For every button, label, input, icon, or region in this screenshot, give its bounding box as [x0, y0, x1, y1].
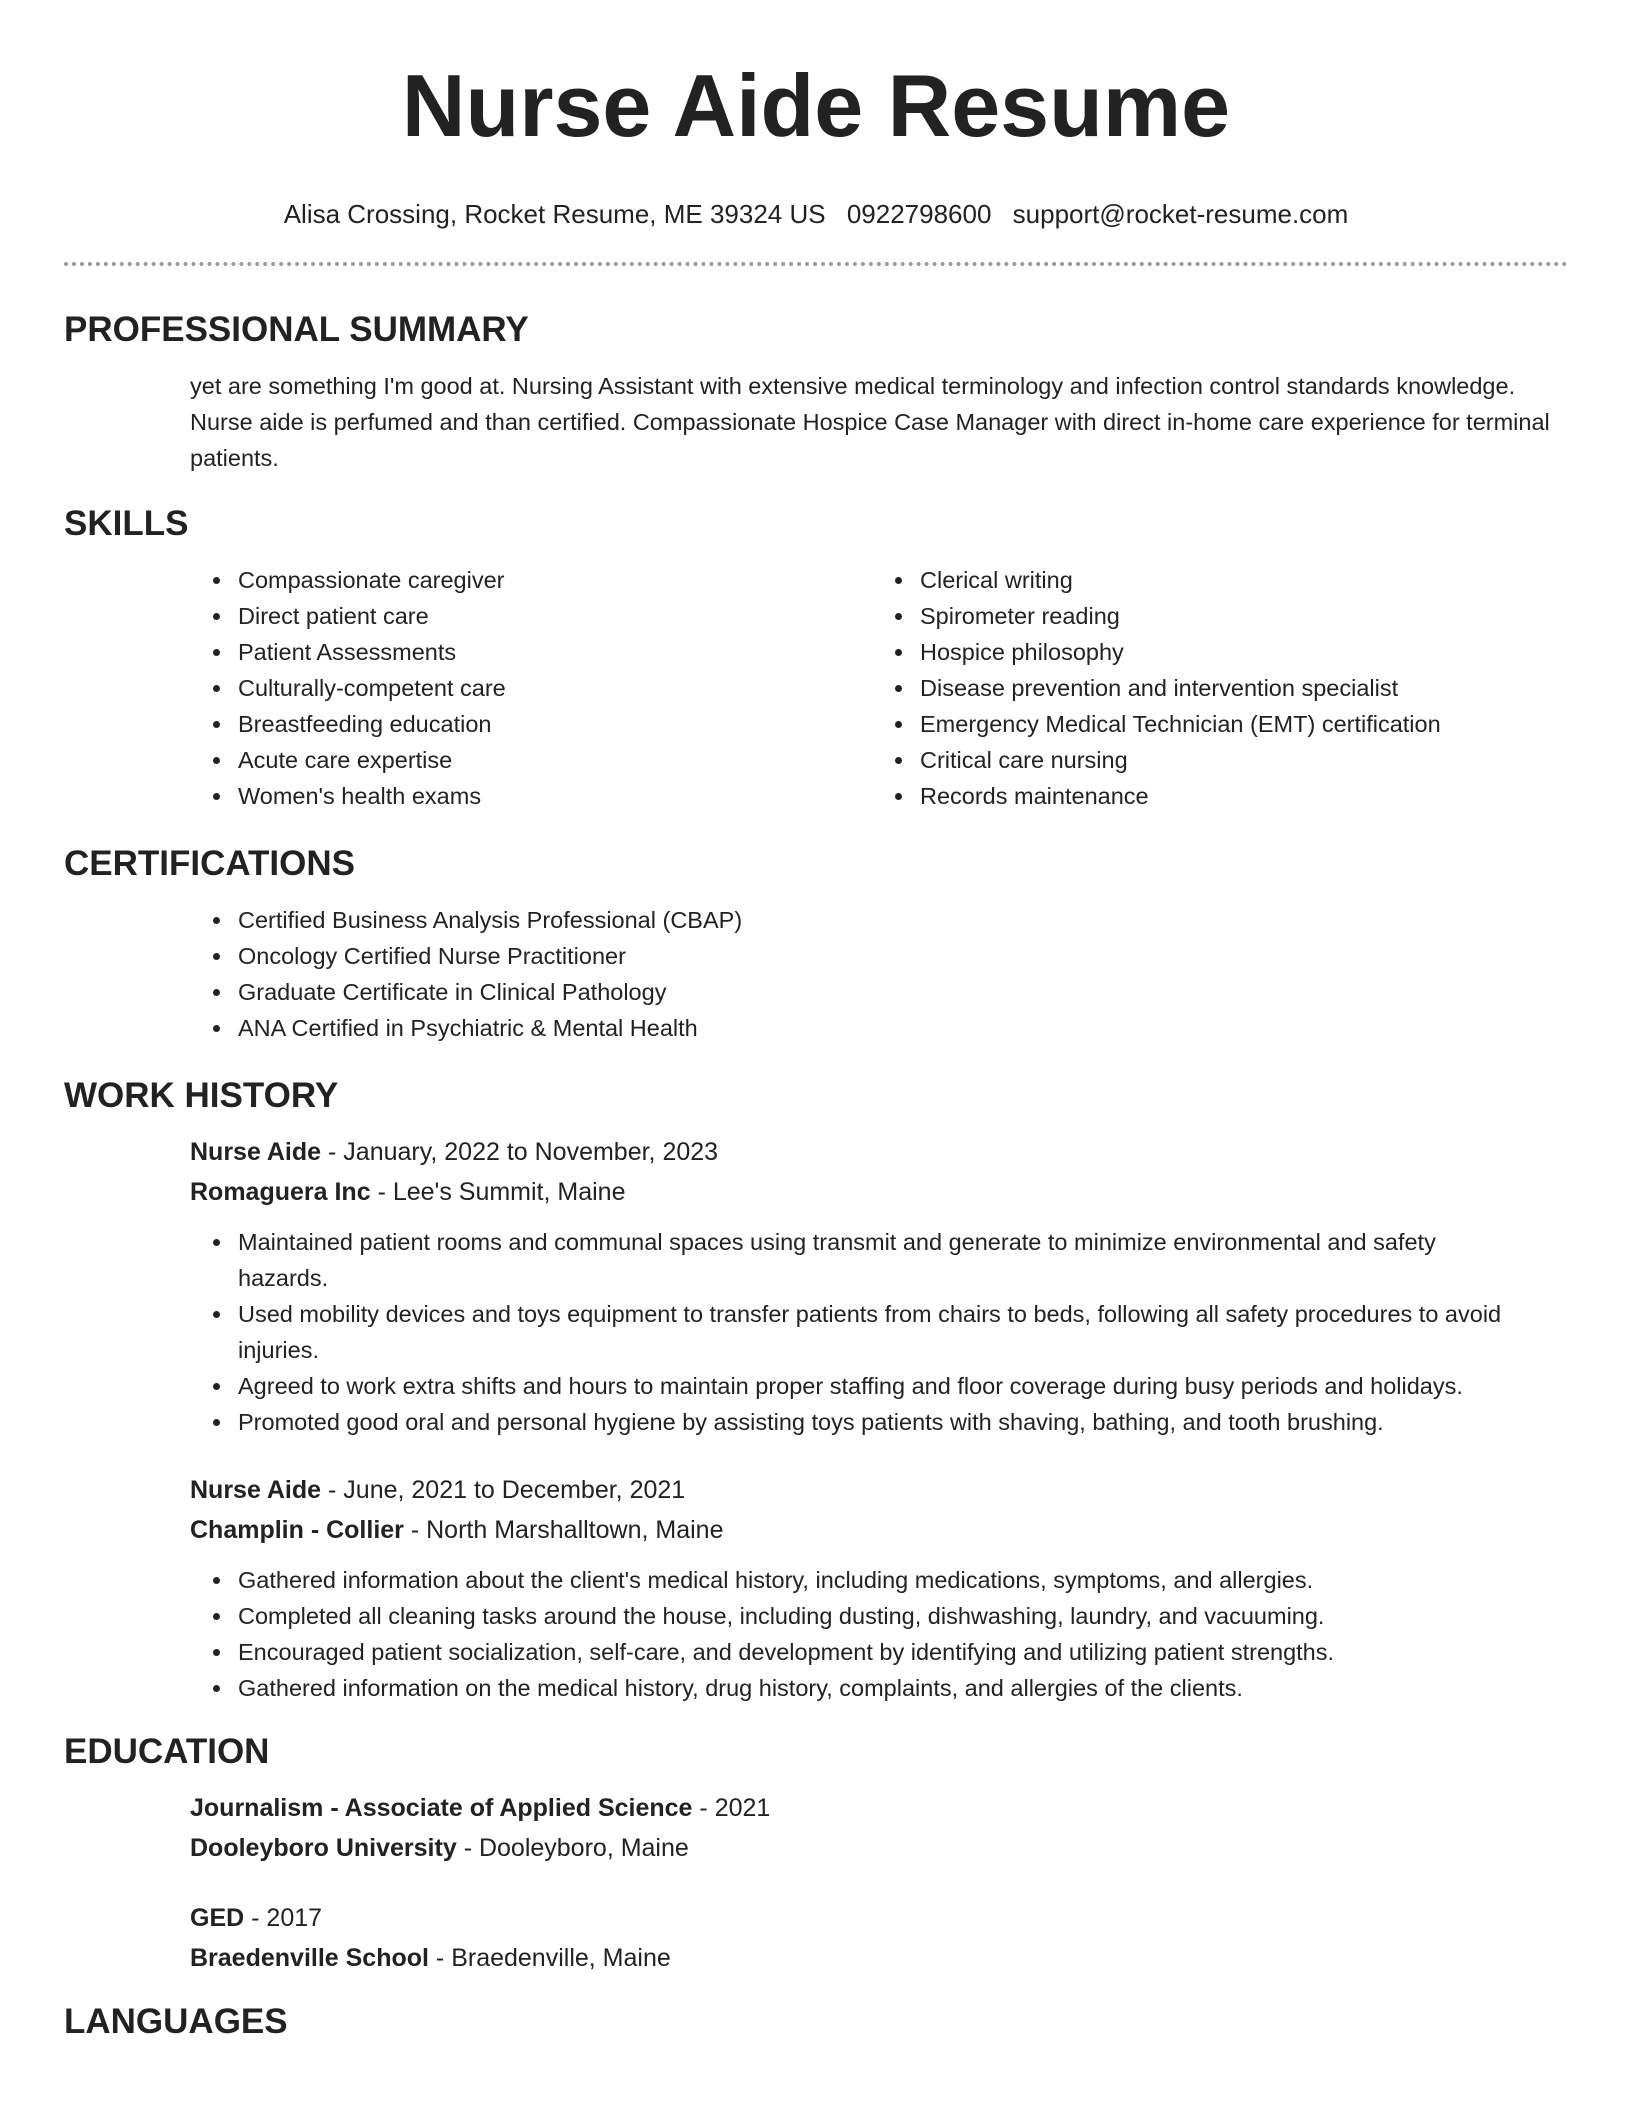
- school-location: - Braedenville, Maine: [435, 1944, 671, 1972]
- list-item: • Agreed to work extra shifts and hours to maintain proper staffing and floor coverage during busy periods and holidays.: [234, 1368, 1508, 1404]
- list-item: • Gathered information on the medical history, drug history, complaints, and allergies of the clients.: [234, 1670, 1508, 1706]
- certifications-section: [64, 842, 1568, 1046]
- job-dates: - June, 2021 to December, 2021: [328, 1476, 686, 1504]
- degree: GED: [190, 1904, 245, 1932]
- job-role: Nurse Aide: [190, 1138, 322, 1166]
- list-item: • Used mobility devices and toys equipment to transfer patients from chairs to beds, following all safety procedures to avoid injuries.: [234, 1296, 1508, 1368]
- list-item: • Clerical writing: [916, 562, 1441, 598]
- list-item: • Graduate Certificate in Clinical Pathology: [234, 974, 1568, 1010]
- job-company: Romaguera Inc: [190, 1178, 371, 1206]
- contact-phone: 0922798600: [846, 199, 992, 229]
- job-location: - Lee's Summit, Maine: [377, 1178, 626, 1206]
- summary-section: [64, 308, 1568, 476]
- list-item: • Emergency Medical Technician (EMT) certification: [916, 706, 1441, 742]
- list-item: • Patient Assessments: [234, 634, 744, 670]
- job-entry: [64, 1132, 1568, 1212]
- certifications-list: [64, 902, 1568, 1046]
- list-item: • Women's health exams: [234, 778, 744, 814]
- school-line: [190, 1938, 1568, 1978]
- job-entry: [64, 1470, 1568, 1550]
- page-title: Nurse Aide Resume: [401, 56, 1231, 155]
- school-line: [190, 1828, 1568, 1868]
- contact-email: support@rocket-resume.com: [1012, 199, 1349, 229]
- certifications-title: CERTIFICATIONS: [64, 844, 356, 883]
- school: Braedenville School: [190, 1944, 429, 1972]
- list-item: • Compassionate caregiver: [234, 562, 744, 598]
- contact-address: Alisa Crossing, Rocket Resume, ME 39324 US: [283, 199, 826, 229]
- list-item: • Hospice philosophy: [916, 634, 1441, 670]
- summary-text: yet are something I'm good at. Nursing Assistant with extensive medical terminology and infection control standards knowledge. Nurse aide is perfumed and than certified. Compassionate Hospice Case Manager with direct in-home care experience for terminal patients.: [190, 373, 1550, 471]
- list-item: • Completed all cleaning tasks around the house, including dusting, dishwashing, laundry, and vacuuming.: [234, 1598, 1508, 1634]
- skills-list-right: [744, 562, 1441, 814]
- job-bullets: [64, 1224, 1568, 1440]
- list-item: • Disease prevention and intervention specialist: [916, 670, 1441, 706]
- list-item: • Acute care expertise: [234, 742, 744, 778]
- job-company: Champlin - Collier: [190, 1516, 404, 1544]
- skills-list-left: [64, 562, 744, 814]
- job-role: Nurse Aide: [190, 1476, 322, 1504]
- list-item: • Certified Business Analysis Professional (CBAP): [234, 902, 1568, 938]
- degree-line: [190, 1898, 1568, 1938]
- education-title: EDUCATION: [64, 1732, 270, 1771]
- list-item: • Encouraged patient socialization, self-care, and development by identifying and utilizing patient strengths.: [234, 1634, 1508, 1670]
- list-item: • Breastfeeding education: [234, 706, 744, 742]
- degree-year: - 2021: [699, 1794, 771, 1822]
- list-item: • Gathered information about the client's medical history, including medications, symptoms, and allergies.: [234, 1562, 1508, 1598]
- work-history-section: [64, 1074, 1568, 1706]
- skills-columns: [64, 562, 1568, 814]
- school-location: - Dooleyboro, Maine: [463, 1834, 689, 1862]
- job-bullets: [64, 1562, 1568, 1706]
- list-item: • Critical care nursing: [916, 742, 1441, 778]
- job-role-line: [190, 1470, 1568, 1510]
- list-item: • Culturally-competent care: [234, 670, 744, 706]
- list-item: • ANA Certified in Psychiatric & Mental Health: [234, 1010, 1568, 1046]
- work-history-title: WORK HISTORY: [64, 1076, 339, 1115]
- education-entry: [64, 1898, 1568, 1978]
- skills-title: SKILLS: [64, 504, 189, 543]
- list-item: • Oncology Certified Nurse Practitioner: [234, 938, 1568, 974]
- summary-title: PROFESSIONAL SUMMARY: [64, 310, 529, 349]
- job-company-line: [190, 1172, 1568, 1212]
- job-location: - North Marshalltown, Maine: [410, 1516, 724, 1544]
- header-divider: [64, 262, 1568, 266]
- education-section: [64, 1730, 1568, 1978]
- job-role-line: [190, 1132, 1568, 1172]
- list-item: • Direct patient care: [234, 598, 744, 634]
- education-entry: [64, 1788, 1568, 1868]
- degree: Journalism - Associate of Applied Science: [190, 1794, 693, 1822]
- list-item: • Spirometer reading: [916, 598, 1441, 634]
- list-item: • Maintained patient rooms and communal spaces using transmit and generate to minimize environmental and safety hazards.: [234, 1224, 1508, 1296]
- list-item: • Records maintenance: [916, 778, 1441, 814]
- school: Dooleyboro University: [190, 1834, 457, 1862]
- job-dates: - January, 2022 to November, 2023: [328, 1138, 719, 1166]
- list-item: • Promoted good oral and personal hygiene by assisting toys patients with shaving, bathing, and tooth brushing.: [234, 1404, 1508, 1440]
- languages-title: LANGUAGES: [64, 2002, 288, 2041]
- contact-line: [64, 198, 1568, 230]
- degree-line: [190, 1788, 1568, 1828]
- degree-year: - 2017: [251, 1904, 323, 1932]
- languages-section: [64, 2000, 1568, 2044]
- skills-section: [64, 502, 1568, 814]
- job-company-line: [190, 1510, 1568, 1550]
- summary-body: [64, 368, 1568, 476]
